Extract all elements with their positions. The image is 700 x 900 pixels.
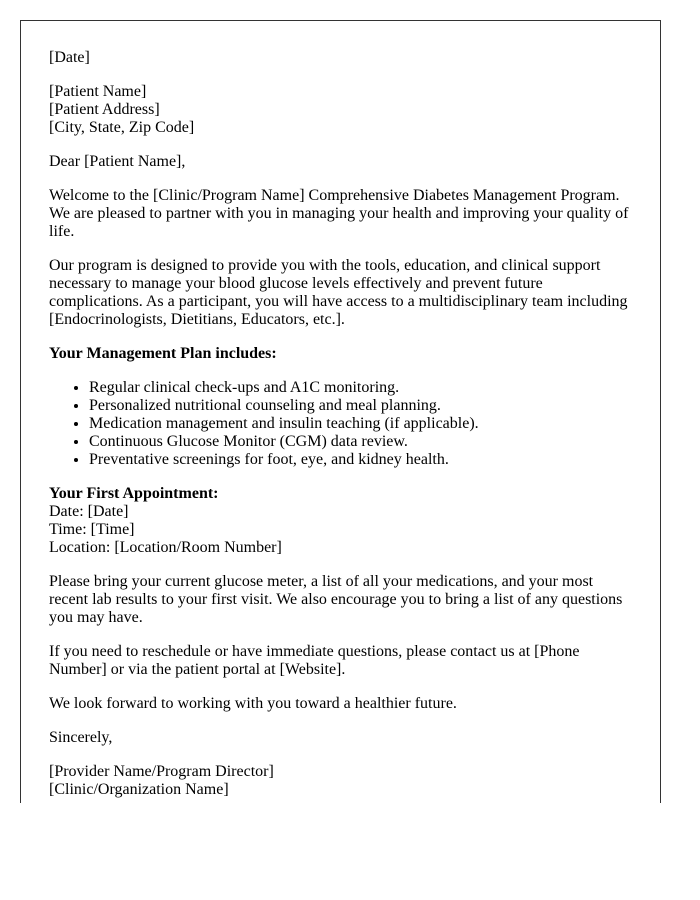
appointment-heading: Your First Appointment: [49,485,219,502]
signoff: Sincerely, [49,729,113,746]
contact-paragraph: If you need to reschedule or have immediate questions, please contact us at [Phone Number] or via the patient portal at [Website]. [49,643,580,678]
intro-paragraph: Welcome to the [Clinic/Program Name] Comprehensive Diabetes Management Program. We are pleased to partner with you in managing your health and improving your quality of life. [49,187,629,240]
recipient-city: [City, State, Zip Code] [49,119,195,136]
appointment-location: Location: [Location/Room Number] [49,539,282,556]
list-item: • Personalized nutritional counseling and meal planning. [89,397,632,415]
recipient-block [49,83,632,137]
signature-name: [Provider Name/Program Director] [49,763,274,780]
plan-list [49,379,632,469]
bring-items-paragraph: Please bring your current glucose meter, a list of all your medications, and your most recent lab results to your first visit. We also encourage you to bring a list of any questions you may have. [49,573,623,626]
signature-org: [Clinic/Organization Name] [49,781,229,798]
plan-heading: Your Management Plan includes: [49,345,277,362]
appointment-date: Date: [Date] [49,503,129,520]
appointment-block [49,485,632,557]
recipient-address: [Patient Address] [49,101,160,118]
recipient-name: [Patient Name] [49,83,147,100]
letter-page [20,20,661,803]
letter-date: [Date] [49,49,90,66]
program-paragraph: Our program is designed to provide you with the tools, education, and clinical support necessary to manage your blood glucose levels effectively and prevent future complications. As a participant, you will have access to a multidisciplinary team including [Endocrinologists, Dietitians, Educators, etc.]. [49,257,628,328]
signature-block [49,763,632,799]
look-forward-paragraph: We look forward to working with you toward a healthier future. [49,695,457,712]
list-item: • Continuous Glucose Monitor (CGM) data review. [89,433,632,451]
appointment-time: Time: [Time] [49,521,135,538]
salutation: Dear [Patient Name], [49,153,186,170]
list-item: • Regular clinical check-ups and A1C monitoring. [89,379,632,397]
list-item: • Medication management and insulin teaching (if applicable). [89,415,632,433]
list-item: • Preventative screenings for foot, eye, and kidney health. [89,451,632,469]
